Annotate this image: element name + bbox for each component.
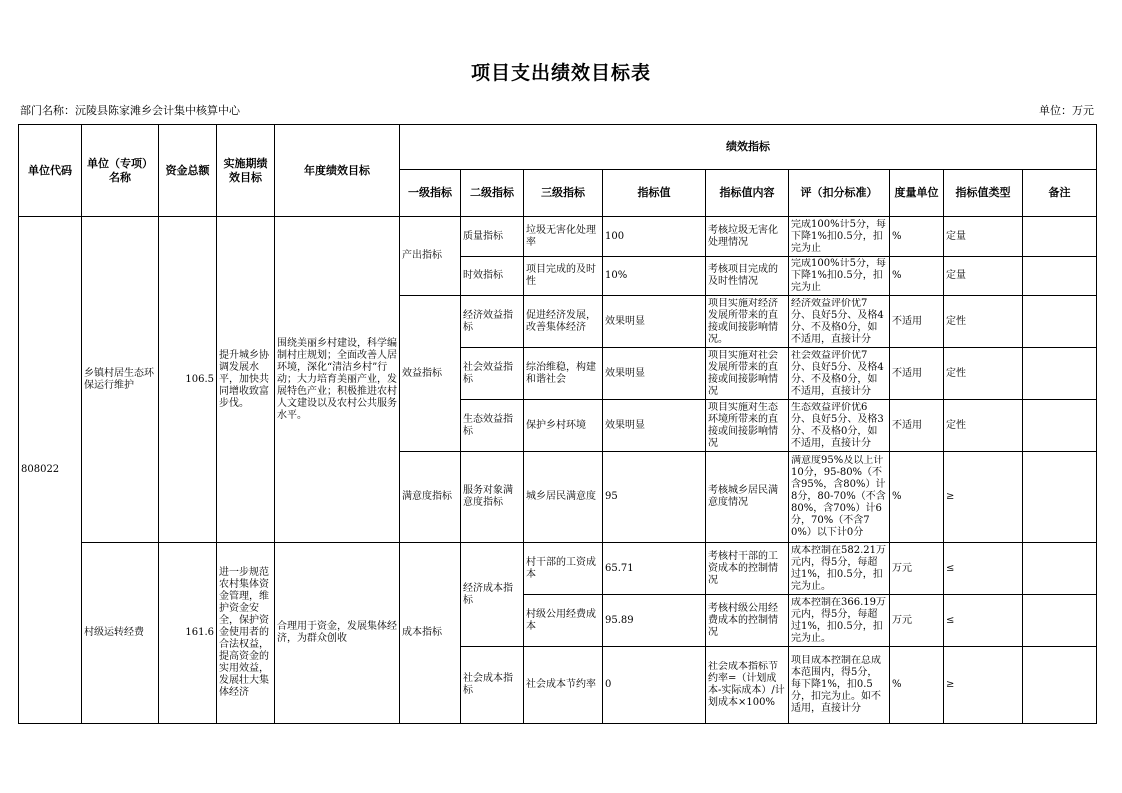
criteria-text: 生态效益评价优6分、良好5分、及格3分、不及格0分，如不适用，直接计分 (791, 401, 884, 449)
criteria-text: 社会效益评价优7分、良好5分、及格4分、不及格0分，如不适用，直接计分 (791, 349, 884, 397)
level3-cell: 垃圾无害化处理率 (524, 217, 603, 257)
criteria-cell (789, 452, 890, 543)
type-cell: ≤ (944, 543, 1023, 595)
level2-cell: 经济效益指标 (461, 296, 524, 348)
content-cell: 考核项目完成的及时性情况 (706, 257, 789, 296)
level1-cell: 满意度指标 (400, 452, 461, 543)
remark-cell (1023, 257, 1097, 296)
value-cell: 效果明显 (603, 348, 706, 400)
remark-cell (1023, 595, 1097, 647)
remark-cell (1023, 452, 1097, 543)
criteria-cell (789, 400, 890, 452)
criteria-text: 经济效益评价优7分、良好5分、及格4分、不及格0分，如不适用，直接计分 (791, 297, 884, 345)
project-name-cell: 乡镇村居生态环保运行维护 (82, 217, 159, 543)
department-name: 部门名称：沅陵县陈家滩乡会计集中核算中心 (20, 104, 240, 117)
header-project-name: 单位（专项）名称 (82, 125, 159, 217)
page-title: 项目支出绩效目标表 (470, 62, 651, 84)
criteria-text: 完成100%计5分，每下降1%扣0.5分，扣完为止 (791, 258, 886, 293)
remark-cell (1023, 543, 1097, 595)
value-cell: 10% (603, 257, 706, 296)
unit-cell: 万元 (890, 543, 944, 595)
unit-cell: 万元 (890, 595, 944, 647)
header-perf-indicators: 绩效指标 (400, 125, 1097, 170)
criteria-cell (789, 217, 890, 257)
remark-cell (1023, 296, 1097, 348)
level3-cell: 综治维稳，构建和谐社会 (524, 348, 603, 400)
project-amount-cell: 106.5 (159, 217, 217, 543)
level3-cell: 社会成本节约率 (524, 647, 603, 724)
level2-cell: 时效指标 (461, 257, 524, 296)
level2-cell: 社会效益指标 (461, 348, 524, 400)
level1-cell: 产出指标 (400, 217, 461, 296)
level2-cell: 社会成本指标 (461, 647, 524, 724)
unit-code-cell: 808022 (19, 217, 82, 724)
content-text: 社会成本指标节约率=（计划成本-实际成本）/计划成本×100% (708, 661, 785, 708)
period-goal-cell: 进一步规范农村集体资金管理，维护资金安全，保护资金使用者的合法权益，提高资金的实用效益，发展壮大集体经济 (217, 543, 275, 724)
header-unit-code: 单位代码 (19, 125, 82, 217)
level1-cell: 效益指标 (400, 296, 461, 452)
annual-goal-cell: 合理用于资金，发展集体经济，为群众创收 (275, 543, 400, 724)
header-level2: 二级指标 (461, 170, 524, 217)
type-cell: 定量 (944, 257, 1023, 296)
value-cell: 95 (603, 452, 706, 543)
remark-cell (1023, 647, 1097, 724)
header-level3: 三级指标 (524, 170, 603, 217)
type-cell: ≥ (944, 647, 1023, 724)
remark-cell (1023, 217, 1097, 257)
unit-cell: 不适用 (890, 400, 944, 452)
project-amount-cell: 161.6 (159, 543, 217, 724)
content-cell (706, 348, 789, 400)
level2-cell: 服务对象满意度指标 (461, 452, 524, 543)
header-content: 指标值内容 (706, 170, 789, 217)
period-goal-cell: 提升城乡协调发展水平，加快共同增收致富步伐。 (217, 217, 275, 543)
level3-cell: 城乡居民满意度 (524, 452, 603, 543)
level2-cell: 经济成本指标 (461, 543, 524, 647)
content-cell (706, 647, 789, 724)
level3-cell: 项目完成的及时性 (524, 257, 603, 296)
level3-cell: 保护乡村环境 (524, 400, 603, 452)
criteria-cell (789, 348, 890, 400)
criteria-text: 满意度95%及以上计10分，95-80%（不含95%，含80%）计8分，80-70%（不含80%，含70%）计6分，70%（不含70%）以下计0分 (791, 455, 886, 538)
criteria-cell (789, 543, 890, 595)
criteria-text: 成本控制在582.21万元内，得5分，每超过1%，扣0.5分，扣完为止。 (791, 544, 886, 592)
level3-cell: 村级公用经费成本 (524, 595, 603, 647)
project-name-cell: 村级运转经费 (82, 543, 159, 724)
unit-cell: 不适用 (890, 296, 944, 348)
value-cell: 0 (603, 647, 706, 724)
type-cell: ≤ (944, 595, 1023, 647)
remark-cell (1023, 400, 1097, 452)
unit-cell: % (890, 217, 944, 257)
value-cell: 95.89 (603, 595, 706, 647)
level2-cell: 质量指标 (461, 217, 524, 257)
unit-cell: 不适用 (890, 348, 944, 400)
content-cell: 考核村干部的工资成本的控制情况 (706, 543, 789, 595)
criteria-text: 项目成本控制在总成本范围内，得5分，每下降1%，扣0.5分，扣完为止。如不适用，直接计分 (791, 655, 881, 714)
content-cell: 考核村级公用经费成本的控制情况 (706, 595, 789, 647)
value-cell: 100 (603, 217, 706, 257)
performance-table (18, 124, 1097, 724)
level1-cell: 成本指标 (400, 543, 461, 724)
remark-cell (1023, 348, 1097, 400)
header-value-type: 指标值类型 (944, 170, 1023, 217)
criteria-cell (789, 296, 890, 348)
criteria-text: 成本控制在366.19万元内，得5分，每超过1%，扣0.5分，扣完为止。 (791, 596, 886, 644)
type-cell: 定性 (944, 400, 1023, 452)
level2-cell: 生态效益指标 (461, 400, 524, 452)
header-value: 指标值 (603, 170, 706, 217)
type-cell: 定性 (944, 296, 1023, 348)
content-text: 项目实施对生态环境所带来的直接或间接影响情况 (708, 401, 778, 449)
criteria-cell (789, 257, 890, 296)
value-cell: 效果明显 (603, 400, 706, 452)
type-cell: 定性 (944, 348, 1023, 400)
unit-cell: % (890, 257, 944, 296)
unit-cell: % (890, 452, 944, 543)
type-cell: 定量 (944, 217, 1023, 257)
criteria-cell (789, 595, 890, 647)
header-criteria: 评（扣分标准） (789, 170, 890, 217)
type-cell: ≥ (944, 452, 1023, 543)
criteria-text: 完成100%计5分，每下降1%扣0.5分，扣完为止 (791, 218, 886, 254)
header-annual-goal: 年度绩效目标 (275, 125, 400, 217)
criteria-cell (789, 647, 890, 724)
unit-cell: % (890, 647, 944, 724)
header-period-goal: 实施期绩效目标 (217, 125, 275, 217)
level3-cell: 促进经济发展，改善集体经济 (524, 296, 603, 348)
content-text: 项目实施对社会发展所带来的直接或间接影响情况 (708, 349, 778, 397)
header-remark: 备注 (1023, 170, 1097, 217)
header-measure-unit: 度量单位 (890, 170, 944, 217)
value-cell: 效果明显 (603, 296, 706, 348)
header-total-funds: 资金总额 (159, 125, 217, 217)
content-cell: 考核城乡居民满意度情况 (706, 452, 789, 543)
content-cell (706, 296, 789, 348)
content-cell: 考核垃圾无害化处理情况 (706, 217, 789, 257)
unit-label: 单位：万元 (1039, 104, 1094, 117)
level3-cell: 村干部的工资成本 (524, 543, 603, 595)
content-cell (706, 400, 789, 452)
value-cell: 65.71 (603, 543, 706, 595)
header-level1: 一级指标 (400, 170, 461, 217)
content-text: 项目实施对经济发展所带来的直接或间接影响情况。 (708, 297, 778, 345)
annual-goal-cell: 围绕美丽乡村建设，科学编制村庄规划；全面改善人居环境，深化“清洁乡村”行动；大力培育美丽产业，发展特色产业；积极推进农村人文建设以及农村公共服务水平。 (275, 217, 400, 543)
